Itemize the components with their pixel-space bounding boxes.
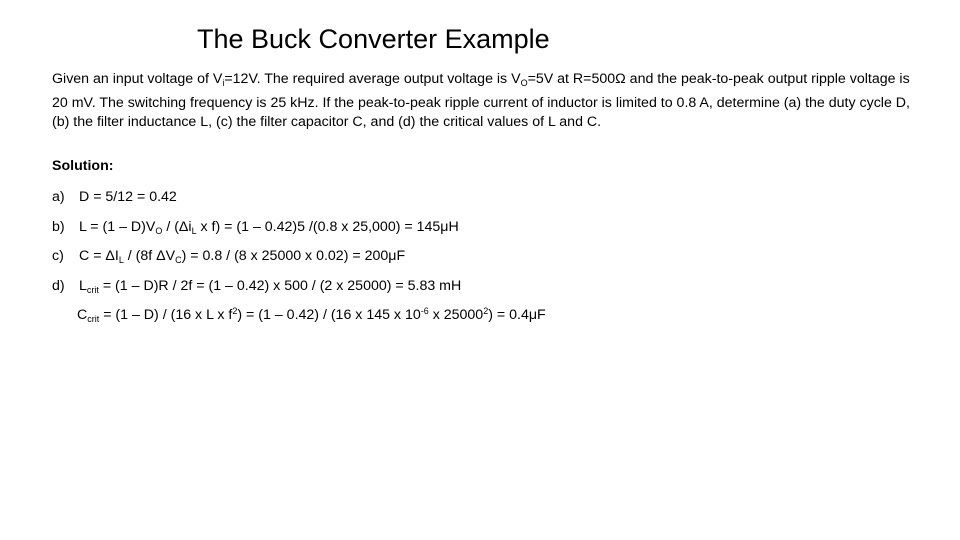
problem-sub-i: i <box>222 78 225 88</box>
step-d-text-2: = (1 – D)R / 2f = (1 – 0.42) x 500 / (2 x 25000) = 5.83 mH <box>98 278 462 294</box>
step-d2-sup-3: 2 <box>483 306 489 316</box>
step-c-text-3: ) = 0.8 / (8 x 25000 x 0.02) = 200μF <box>181 248 406 264</box>
step-c-sub-1: L <box>118 255 124 265</box>
step-c-text-1: C = ΔI <box>79 248 119 264</box>
step-d2-sup-1: 2 <box>232 306 238 316</box>
step-d-text-1: L <box>79 278 87 294</box>
step-d-continuation <box>77 306 546 324</box>
problem-sub-o: O <box>520 78 528 88</box>
step-b-text-2: / (Δi <box>162 219 192 235</box>
step-c-label: c) <box>52 248 64 264</box>
step-d2-text-4: x 25000 <box>428 307 484 323</box>
step-d2-text-1: C <box>77 307 88 323</box>
slide-title: The Buck Converter Example <box>197 24 550 54</box>
step-d <box>52 278 461 295</box>
step-b <box>52 219 459 236</box>
step-c-text-2: / (8f ΔV <box>123 248 176 264</box>
step-a-label: a) <box>52 189 65 205</box>
step-c-sub-2: C <box>175 255 182 265</box>
step-d-label: d) <box>52 278 65 294</box>
problem-text-3: =5V at R=500Ω and the peak-to-peak output ripple voltage is 20 mV. The switching frequency is 25 kHz. If the peak-to-peak ripple current of inductor is limited to 0.8 A, determine (a) the duty cycle D, (b) the filter inductance L, (c) the filter capacitor C, and (d) the critical values of L and C. <box>52 71 910 131</box>
step-d-sub-1: crit <box>86 285 99 295</box>
step-b-text-3: x f) = (1 – 0.42)5 /(0.8 x 25,000) = 145μH <box>196 219 459 235</box>
step-a-text: D = 5/12 = 0.42 <box>79 189 177 205</box>
step-b-label: b) <box>52 219 65 235</box>
step-c <box>52 248 405 265</box>
step-d2-sup-2: -6 <box>420 306 429 316</box>
problem-text-1: Given an input voltage of V <box>52 71 223 87</box>
step-d2-sub-1: crit <box>87 314 100 324</box>
step-b-sub-1: O <box>155 226 163 236</box>
problem-statement <box>52 70 912 133</box>
step-d2-text-3: ) = (1 – 0.42) / (16 x 145 x 10 <box>237 307 421 323</box>
step-a <box>52 189 177 205</box>
solution-heading: Solution: <box>52 158 114 174</box>
step-d2-text-2: = (1 – D) / (16 x L x f <box>99 307 233 323</box>
step-d2-text-5: ) = 0.4μF <box>488 307 546 323</box>
step-b-sub-2: L <box>191 226 197 236</box>
problem-text-2: =12V. The required average output voltage is V <box>224 71 521 87</box>
step-b-text-1: L = (1 – D)V <box>79 219 156 235</box>
